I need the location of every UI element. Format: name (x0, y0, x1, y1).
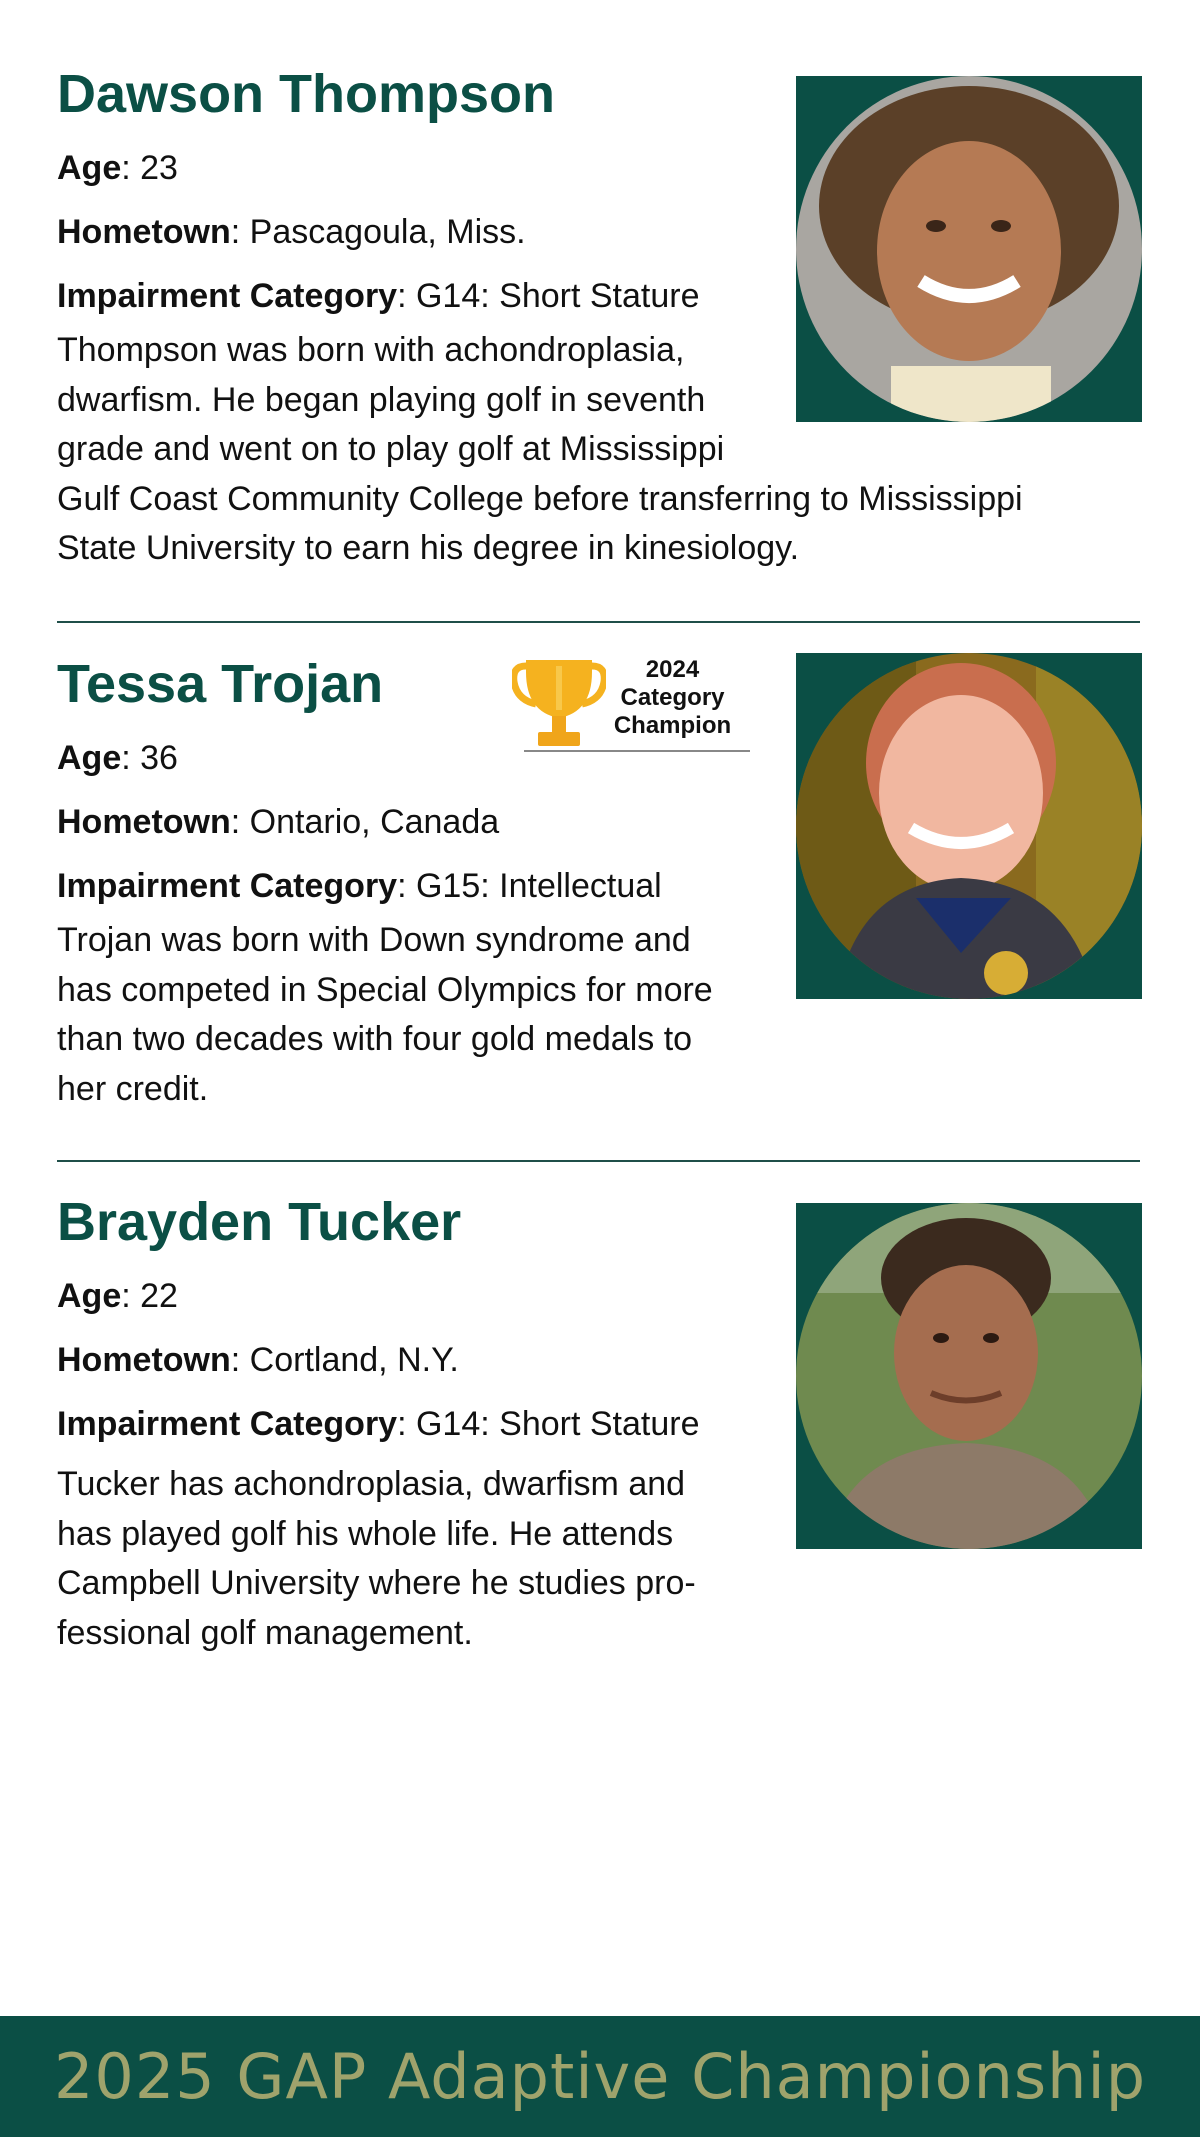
bio-line: Tucker has achondroplasia, dwarfism and (57, 1465, 686, 1503)
player-name: Tessa Trojan (57, 654, 384, 714)
hometown-label: Hometown (57, 1341, 231, 1379)
bio-line: than two decades with four gold medals to (57, 1020, 693, 1058)
category-value: : G14: Short Stature (397, 1405, 700, 1443)
portrait-image (796, 76, 1142, 422)
bio-line: State University to earn his degree in kinesiology. (57, 529, 800, 567)
category-value: : G15: Intellectual (397, 867, 662, 905)
hometown-label: Hometown (57, 213, 231, 251)
age-value: : 36 (121, 739, 178, 777)
player-photo-brayden (796, 1203, 1142, 1549)
category-value: : G14: Short Stature (397, 277, 700, 315)
hometown-value: : Cortland, N.Y. (230, 1341, 459, 1379)
bio-line: Campbell University where he studies pro- (57, 1564, 696, 1602)
age-value: : 23 (121, 149, 178, 187)
badge-underline (524, 750, 750, 752)
footer-banner (0, 2016, 1200, 2137)
badge-champion: Champion (613, 712, 732, 739)
age-label: Age (57, 1277, 122, 1315)
portrait-image (796, 653, 1142, 999)
bio-line: has played golf his whole life. He attends (57, 1514, 674, 1553)
badge-label (595, 656, 750, 740)
player-name: Brayden Tucker (57, 1192, 462, 1252)
player-photo-dawson (796, 76, 1142, 422)
age-label: Age (57, 149, 122, 187)
section-divider (57, 1160, 1140, 1162)
hometown-label: Hometown (57, 803, 231, 841)
category-label: Impairment Category (57, 1405, 398, 1443)
trophy-icon (512, 652, 606, 755)
bio-line: fessional golf management. (57, 1613, 473, 1652)
badge-category: Category (620, 684, 725, 711)
hometown-value: : Ontario, Canada (230, 803, 500, 841)
bio-line: Gulf Coast Community College before transferring to Mississippi (57, 479, 1023, 518)
event-title: 2025 GAP Adaptive Championship (53, 2040, 1147, 2113)
badge-year: 2024 (645, 656, 700, 683)
portrait-image (796, 1203, 1142, 1549)
bio-line: has competed in Special Olympics for more (57, 970, 713, 1009)
hometown-value: : Pascagoula, Miss. (230, 213, 526, 251)
bio-line: her credit. (57, 1069, 209, 1108)
section-divider (57, 621, 1140, 623)
player-name: Dawson Thompson (57, 64, 555, 124)
bio-line: Trojan was born with Down syndrome and (57, 921, 691, 959)
bio-line: grade and went on to play golf at Mississippi (57, 430, 725, 468)
bio-line: Thompson was born with achondroplasia, (57, 331, 685, 369)
age-value: : 22 (121, 1277, 178, 1315)
player-photo-tessa (796, 653, 1142, 999)
category-label: Impairment Category (57, 277, 398, 315)
age-label: Age (57, 739, 122, 777)
category-label: Impairment Category (57, 867, 398, 905)
bio-line: dwarfism. He began playing golf in seventh (57, 380, 706, 419)
category-champion-badge (512, 650, 750, 754)
